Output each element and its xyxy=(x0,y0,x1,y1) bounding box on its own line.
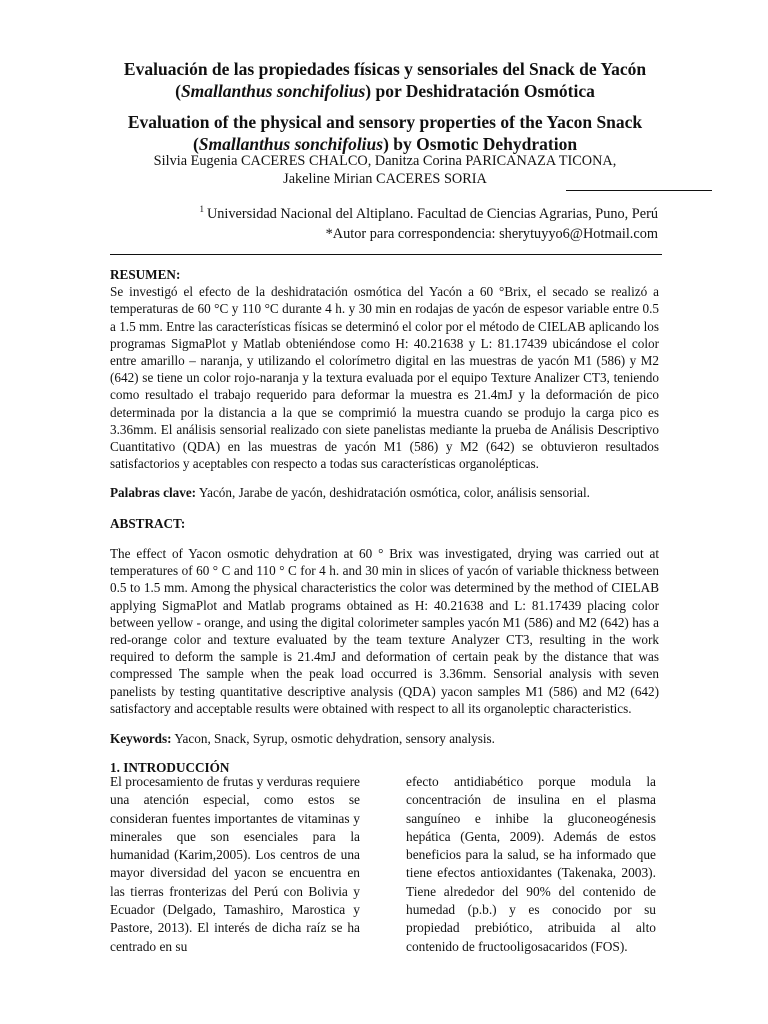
keywords-text: Yacon, Snack, Syrup, osmotic dehydration, sensory analysis. xyxy=(171,731,495,746)
affiliation-marker: 1 xyxy=(199,204,204,214)
palabras-clave-text: Yacón, Jarabe de yacón, deshidratación osmótica, color, análisis sensorial. xyxy=(196,485,590,500)
palabras-clave xyxy=(110,484,659,501)
affiliation-text: Universidad Nacional del Altiplano. Facultad de Ciencias Agrarias, Puno, Perú xyxy=(206,206,658,222)
resumen-text: Se investigó el efecto de la deshidratación osmótica del Yacón a 60 °Brix, el secado se realizó a temperaturas de 60 °C y 110 °C durante 4 h. y 30 min en rodajas de yacón de espesor variable entre 0.5 a 1.5 mm. Entre las características físicas se determinó el color por el método de CIELAB aplicando los programas SigmaPlot y Matlab obteniéndose como H: 40.21638 y L: 81.17439 ubicándose el color entre amarillo – naranja, y utilizando el colorímetro digital en las muestras de yacón M1 (586) y M2 (642) se tiene un color rojo-naranja y la textura evaluada por el equipo Texture Analizer CT3, teniendo como resultado el trabajo requerido para deformar la muestra es 21.4mJ y la deformación de pico determinada por la distancia a la que se comprimió la muestra cuando se produjo la carga pico es 3.36mm. El análisis sensorial realizado con siete panelistas mediante la prueba de Análisis Descriptivo Cuantitativo (QDA) en las muestras de yacón M1 (586) y M2 (642) se obtuvieron resultados satisfactorios y aceptables con respecto a todas sus características organolépticas. xyxy=(110,284,659,472)
header-rule xyxy=(110,254,662,255)
resumen-section xyxy=(110,266,659,472)
keywords-label: Keywords: xyxy=(110,731,172,746)
authors-line2: Jakeline Mirian CACERES SORIA xyxy=(283,171,487,187)
title-spanish xyxy=(60,58,710,102)
authors-line1: Silvia Eugenia CACERES CHALCO, Danitza Corina PARICANAZA TICONA, xyxy=(153,153,617,169)
affiliation xyxy=(199,199,658,244)
title-english-part2: ) by Osmotic Dehydration xyxy=(383,134,578,154)
keywords xyxy=(110,730,659,747)
title-english-part1: Evaluation of the physical and sensory properties of the Yacon Snack xyxy=(127,112,643,132)
authors xyxy=(60,152,710,188)
title-english xyxy=(60,111,710,155)
author-divider xyxy=(566,190,712,191)
title-spanish-species: Smallanthus sonchifolius xyxy=(180,81,366,101)
resumen-heading: RESUMEN: xyxy=(110,267,181,282)
palabras-clave-label: Palabras clave: xyxy=(110,485,197,500)
introduccion-column-left: El procesamiento de frutas y verduras requiere una atención especial, como estos se consideran fuentes importantes de vitaminas y minerales que son esenciales para la humanidad (Karim,2005). Los centros de una mayor diversidad del yacon se encuentra en las tierras fronterizas del Perú con Bolivia y Ecuador (Delgado, Tamashiro, Marostica y Pastore, 2013). El interés de dicha raíz se ha centrado en su xyxy=(110,774,360,954)
title-english-species: Smallanthus sonchifolius xyxy=(198,134,384,154)
introduccion-column-right: efecto antidiabético porque modula la concentración de insulina en el plasma sanguíneo e inhibe la gluconeogénesis hepática (Genta, 2009). Además de estos beneficios para la salud, se ha informado que tiene efectos antioxidantes (Takenaka, 2003). Tiene alrededor del 90% del contenido de humedad (p.b.) y es conocido por su propiedad prebiótico, atribuida al alto contenido de fructooligosacaridos (FOS). xyxy=(406,774,656,954)
title-spanish-part1: Evaluación de las propiedades físicas y sensoriales del Snack de Yacón xyxy=(123,59,647,79)
introduccion-heading: 1. INTRODUCCIÓN xyxy=(110,760,230,775)
correspondence: *Autor para correspondencia: sherytuyyo6@Hotmail.com xyxy=(325,226,658,242)
title-spanish-open: ( xyxy=(175,81,181,101)
abstract-text: The effect of Yacon osmotic dehydration at 60 ° Brix was investigated, drying was carried out at temperatures of 60 ° C and 110 ° C for 4 h. and 30 min in slices of yacón of variable thickness between 0.5 to 1.5 mm. Among the physical characteristics the color was determined by the method of CIELAB applying SigmaPlot and Matlab programs obtained as H: 40.21638 and L: 81.17439 placing color between yellow - orange, and using the digital colorimeter samples yacón M1 (586) and M2 (642) has a red-orange color and texture evaluated by the team texture Analyzer CT3, resulting in the work required to deform the sample is 21.4mJ and deformation of certain peak by the distance that was compressed The sample when the peak load occurred is 3.36mm. Sensorial analysis with seven panelists by testing quantitative descriptive analysis (QDA) yacon samples M1 (586) and M2 (642) satisfactory and acceptable results were obtained with respect to all its organoleptic characteristics. xyxy=(110,546,659,716)
title-spanish-part2: ) por Deshidratación Osmótica xyxy=(365,81,595,101)
title-english-open: ( xyxy=(192,134,199,154)
abstract-heading: ABSTRACT: xyxy=(110,516,186,531)
